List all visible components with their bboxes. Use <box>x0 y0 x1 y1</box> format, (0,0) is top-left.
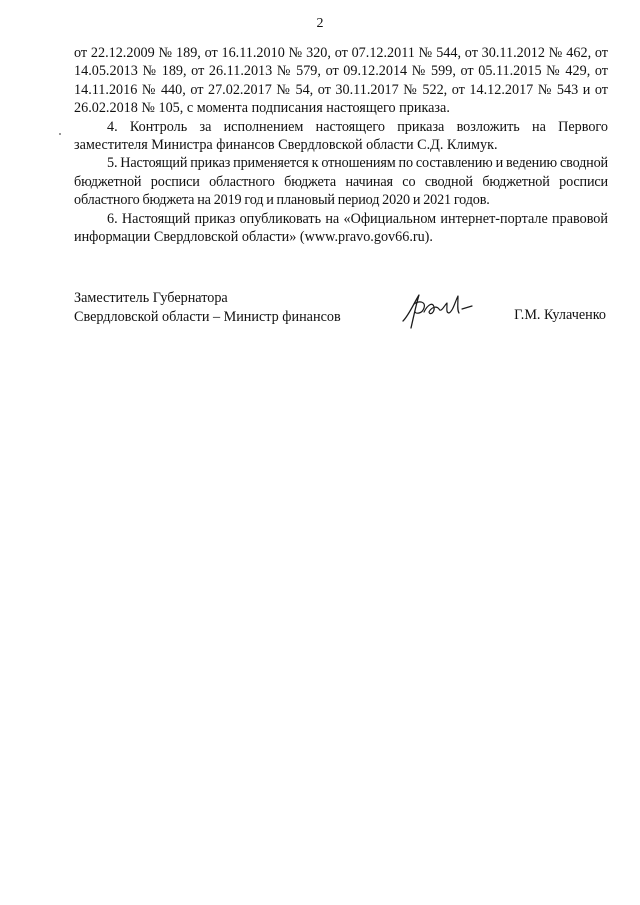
page-number: 2 <box>316 16 324 31</box>
paragraph-orders-list: от 22.12.2009 № 189, от 16.11.2010 № 320, от 07.12.2011 № 544, от 30.11.2012 № 462, от 14.05.2013 № 189, от 26.11.2013 № 579, от 09.12.2014 № 599, от 05.11.2015 № 429, от 14.11.2016 № 440, от 27.02.2017 № 54, от 30.11.2017 № 522, от 14.12.2017 № 543 и от 26.02.2018 № 105, с момента подписания настоящего приказа. <box>74 45 608 117</box>
paragraph-4-control: 4. Контроль за исполнением настоящего приказа возложить на Первого заместителя Министра финансов Свердловской области С.Д. Климук. <box>74 118 608 154</box>
paragraph-6-publication: 6. Настоящий приказ опубликовать на «Официальном интернет-портале правовой информации Свердловской области» (www.pravo.gov66.ru). <box>74 210 608 246</box>
document-body <box>74 44 608 246</box>
scan-mark <box>59 133 61 135</box>
signatory-position-line-1: Заместитель Губернатора <box>74 290 228 306</box>
signatory-name: Г.М. Кулаченко <box>514 307 606 323</box>
paragraph-5-application: 5. Настоящий приказ применяется к отношениям по составлению и ведению сводной бюджетной росписи областного бюджета начиная со сводной бюджетной росписи областного бюджета на 2019 год и плановый период 2020 и 2021 годов. <box>74 155 608 209</box>
signatory-position-line-2: Свердловской области – Министр финансов <box>74 308 341 325</box>
handwritten-signature <box>400 290 482 332</box>
signatory-position <box>74 289 341 326</box>
